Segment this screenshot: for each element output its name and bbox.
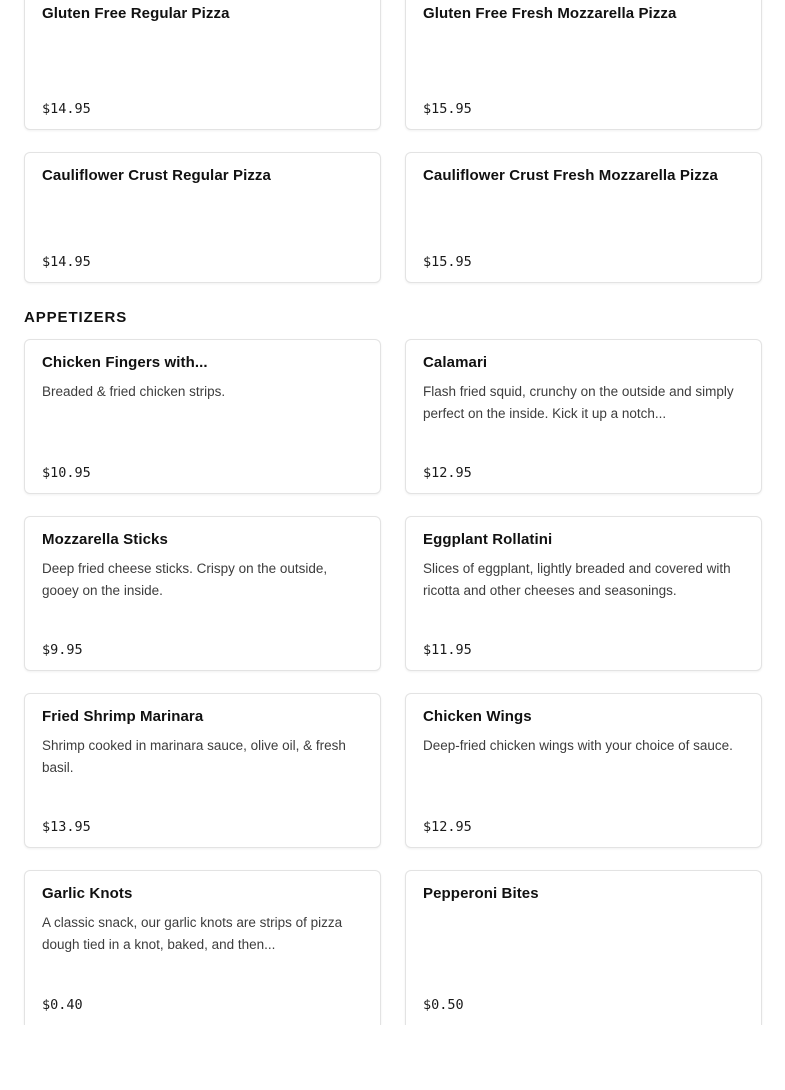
menu-item-description: A classic snack, our garlic knots are strips of pizza dough tied in a knot, baked, and then... bbox=[42, 915, 343, 952]
menu-item-price: $14.95 bbox=[42, 254, 91, 270]
menu-item-description: Flash fried squid, crunchy on the outside and simply perfect on the inside. Kick it up a notch... bbox=[423, 384, 734, 421]
menu-item-name: Calamari bbox=[423, 354, 488, 371]
menu-item-grid-appetizers bbox=[0, 339, 785, 1025]
menu-item-card[interactable] bbox=[24, 0, 381, 130]
menu-item-name: Chicken Wings bbox=[423, 708, 532, 725]
menu-item-name: Fried Shrimp Marinara bbox=[42, 708, 204, 725]
menu-item-price: $15.95 bbox=[423, 101, 472, 117]
menu-item-price: $0.50 bbox=[423, 997, 464, 1013]
menu-item-price: $14.95 bbox=[42, 101, 91, 117]
menu-item-card[interactable] bbox=[24, 152, 381, 283]
menu-item-price: $13.95 bbox=[42, 819, 91, 835]
menu-item-card[interactable] bbox=[405, 339, 762, 494]
menu-item-card[interactable] bbox=[405, 870, 762, 1025]
menu-item-card[interactable] bbox=[405, 693, 762, 848]
menu-item-grid-pizza bbox=[0, 0, 785, 283]
menu-item-card[interactable] bbox=[24, 693, 381, 848]
menu-item-description: Slices of eggplant, lightly breaded and covered with ricotta and other cheeses and seasonings. bbox=[423, 561, 731, 598]
menu-item-name: Cauliflower Crust Fresh Mozzarella Pizza bbox=[423, 167, 718, 184]
menu-item-name: Pepperoni Bites bbox=[423, 885, 539, 902]
menu-item-name: Mozzarella Sticks bbox=[42, 531, 168, 548]
menu-item-description: Shrimp cooked in marinara sauce, olive oil, & fresh basil. bbox=[42, 738, 346, 775]
menu-item-price: $12.95 bbox=[423, 819, 472, 835]
menu-item-name: Garlic Knots bbox=[42, 885, 133, 902]
menu-item-card[interactable] bbox=[405, 152, 762, 283]
menu-item-name: Eggplant Rollatini bbox=[423, 531, 553, 548]
menu-item-price: $10.95 bbox=[42, 465, 91, 481]
menu-item-name: Cauliflower Crust Regular Pizza bbox=[42, 167, 271, 184]
menu-item-price: $11.95 bbox=[423, 642, 472, 658]
menu-item-price: $9.95 bbox=[42, 642, 83, 658]
menu-item-price: $15.95 bbox=[423, 254, 472, 270]
menu-item-card[interactable] bbox=[24, 870, 381, 1025]
menu-item-name: Gluten Free Regular Pizza bbox=[42, 5, 230, 22]
menu-item-description: Deep-fried chicken wings with your choice of sauce. bbox=[423, 738, 733, 753]
menu-item-name: Chicken Fingers with... bbox=[42, 354, 208, 371]
menu-item-card[interactable] bbox=[24, 339, 381, 494]
menu-item-card[interactable] bbox=[405, 0, 762, 130]
menu-item-card[interactable] bbox=[405, 516, 762, 671]
menu-item-price: $0.40 bbox=[42, 997, 83, 1013]
menu-item-name: Gluten Free Fresh Mozzarella Pizza bbox=[423, 5, 677, 22]
menu-item-description: Breaded & fried chicken strips. bbox=[42, 384, 226, 399]
menu-item-price: $12.95 bbox=[423, 465, 472, 481]
menu-item-description: Deep fried cheese sticks. Crispy on the outside, gooey on the inside. bbox=[42, 561, 328, 598]
section-heading-appetizers: APPETIZERS bbox=[24, 309, 128, 326]
menu-item-card[interactable] bbox=[24, 516, 381, 671]
